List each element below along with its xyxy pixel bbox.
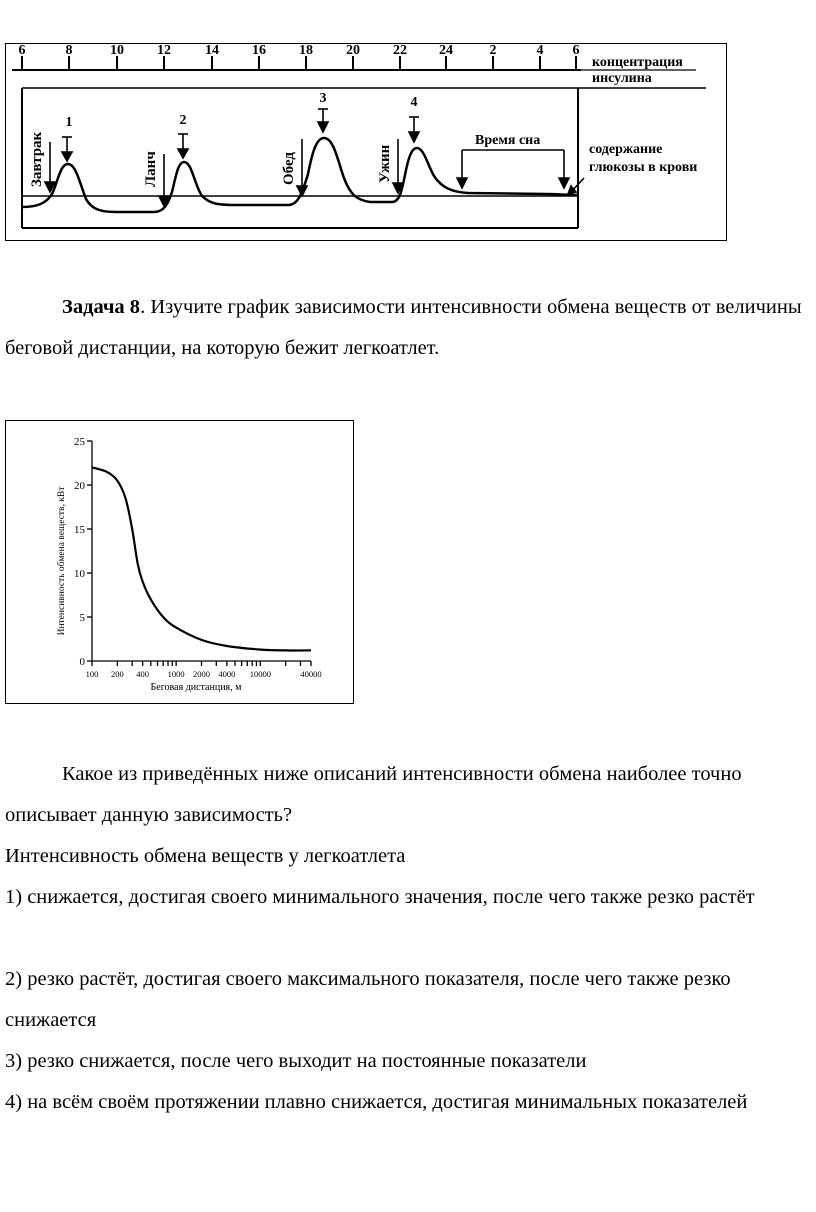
time-tick-label: 10 bbox=[110, 44, 124, 58]
x-tick-label: 40000 bbox=[300, 669, 322, 679]
x-tick-label: 100 bbox=[85, 669, 99, 679]
time-tick-label: 4 bbox=[536, 44, 544, 58]
y-tick-label: 15 bbox=[74, 524, 85, 536]
x-tick-label: 4000 bbox=[218, 669, 236, 679]
time-tick-label: 6 bbox=[572, 44, 580, 58]
metabolism-curve bbox=[92, 467, 311, 650]
x-axis-label: Беговая дистанция, м bbox=[150, 682, 242, 693]
peak-number-2: 2 bbox=[179, 113, 187, 128]
time-tick-label: 22 bbox=[393, 44, 407, 58]
meal-label-supper: Ужин bbox=[377, 144, 393, 183]
meal-label-dinner: Обед bbox=[281, 151, 297, 185]
time-tick-label: 8 bbox=[65, 44, 73, 58]
y-tick-label: 0 bbox=[79, 656, 85, 668]
task-text: . Изучите график зависимости интенсивности обмена веществ от величины беговой дистанции, на которую бежит легкоатлет. bbox=[5, 296, 802, 359]
y-axis-label: Интенсивность обмена веществ, кВт bbox=[57, 486, 67, 636]
sleep-time-label: Время сна bbox=[475, 133, 541, 148]
insulin-axis-label-2: инсулина bbox=[592, 71, 652, 86]
option-3: 3) резко снижается, после чего выходит на постоянные показатели bbox=[5, 1050, 587, 1072]
meal-label-lunch: Ланч bbox=[143, 151, 159, 187]
time-tick-label: 20 bbox=[346, 44, 360, 58]
meal-label-breakfast: Завтрак bbox=[29, 131, 45, 187]
y-tick-label: 10 bbox=[74, 568, 85, 580]
question-text: Какое из приведённых ниже описаний интенсивности обмена наиболее точно описывает данную зависимость? bbox=[5, 763, 742, 826]
time-tick-label: 12 bbox=[157, 44, 171, 58]
option-4: 4) на всём своём протяжении плавно снижается, достигая минимальных показателей bbox=[5, 1091, 748, 1113]
glucose-label-1: содержание bbox=[589, 142, 663, 157]
metabolism-chart-svg bbox=[6, 421, 355, 705]
x-tick-label: 400 bbox=[136, 669, 150, 679]
time-tick-label: 24 bbox=[439, 44, 453, 58]
peak-number-1: 1 bbox=[65, 115, 73, 130]
time-tick-label: 18 bbox=[299, 44, 313, 58]
option-1: 1) снижается, достигая своего минимального значения, после чего также резко растёт bbox=[5, 886, 755, 908]
task-8-intro bbox=[5, 287, 805, 369]
y-tick-label: 5 bbox=[79, 612, 85, 624]
y-tick-label: 20 bbox=[74, 480, 85, 492]
x-tick-label: 200 bbox=[110, 669, 124, 679]
x-tick-label: 1000 bbox=[167, 669, 185, 679]
insulin-axis-label-1: концентрация bbox=[592, 55, 683, 70]
peak-number-3: 3 bbox=[319, 91, 327, 106]
time-tick-label: 6 bbox=[18, 44, 26, 58]
metabolism-chart bbox=[5, 420, 354, 704]
time-tick-label: 16 bbox=[252, 44, 266, 58]
option-2: 2) резко растёт, достигая своего максимального показателя, после чего также резко снижается bbox=[5, 968, 731, 1031]
time-tick-label: 14 bbox=[205, 44, 219, 58]
insulin-glucose-svg bbox=[6, 44, 728, 242]
y-tick-label: 25 bbox=[74, 436, 85, 448]
task-title: Задача 8 bbox=[62, 296, 141, 318]
question-stem: Интенсивность обмена веществ у легкоатлета bbox=[5, 845, 406, 867]
peak-number-4: 4 bbox=[410, 95, 418, 110]
glucose-label-2: глюкозы в крови bbox=[589, 160, 698, 175]
x-tick-label: 10000 bbox=[249, 669, 271, 679]
time-tick-label: 2 bbox=[489, 44, 497, 58]
x-tick-label: 2000 bbox=[193, 669, 210, 679]
insulin-glucose-diagram bbox=[5, 43, 727, 241]
glucose-curve bbox=[22, 138, 578, 212]
